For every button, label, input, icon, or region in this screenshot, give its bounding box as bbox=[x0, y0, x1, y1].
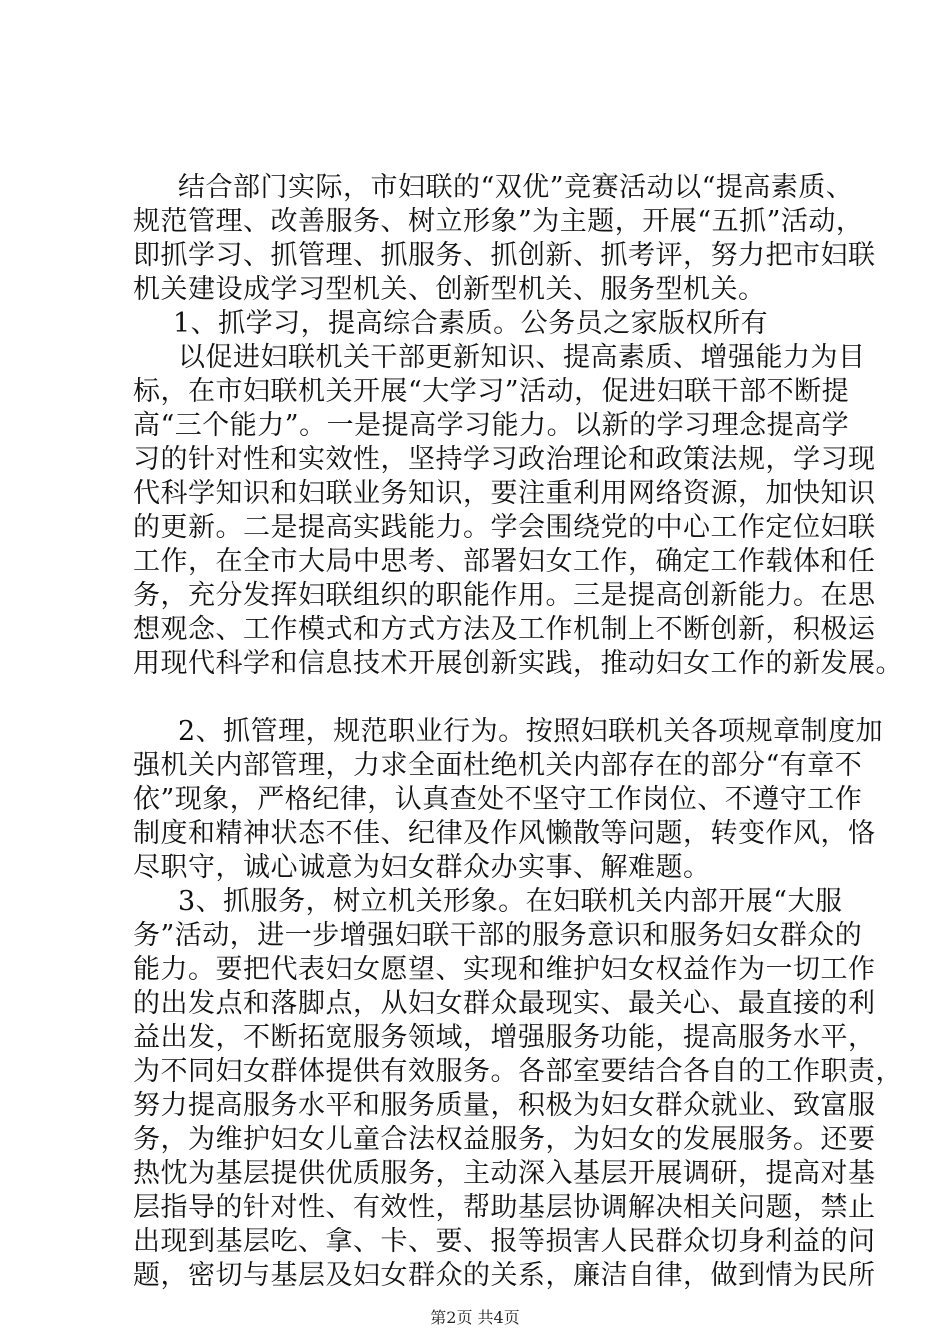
text-line: 务”活动，进一步增强妇联干部的服务意识和服务妇女群众的 bbox=[133, 920, 863, 951]
text-line: 即抓学习、抓管理、抓服务、抓创新、抓考评，努力把市妇联 bbox=[133, 240, 876, 271]
text-line: 尽职守，诚心诚意为妇女群众办实事、解难题。 bbox=[133, 852, 711, 883]
text-line: 结合部门实际，市妇联的“双优”竞赛活动以“提高素质、 bbox=[178, 172, 854, 203]
text-line: 强机关内部管理，力求全面杜绝机关内部存在的部分“有章不 bbox=[133, 750, 863, 781]
text-line: 用现代科学和信息技术开展创新实践，推动妇女工作的新发展。 bbox=[133, 648, 903, 679]
page-number: 第2页 共4页 bbox=[430, 1308, 520, 1327]
section-heading: 1、抓学习，提高综合素质。公务员之家版权所有 bbox=[173, 308, 769, 339]
text-line: 努力提高服务水平和服务质量，积极为妇女群众就业、致富服 bbox=[133, 1090, 876, 1121]
text-line: 2、抓管理，规范职业行为。按照妇联机关各项规章制度加 bbox=[178, 716, 884, 747]
text-line: 3、抓服务，树立机关形象。在妇联机关内部开展“大服 bbox=[178, 886, 843, 917]
text-line: 制度和精神状态不佳、纪律及作风懒散等问题，转变作风，恪 bbox=[133, 818, 876, 849]
text-line: 能力。要把代表妇女愿望、实现和维护妇女权益作为一切工作 bbox=[133, 954, 876, 985]
text-line: 题，密切与基层及妇女群众的关系，廉洁自律，做到情为民所 bbox=[133, 1260, 876, 1291]
text-line: 层指导的针对性、有效性，帮助基层协调解决相关问题，禁止 bbox=[133, 1192, 876, 1223]
text-line: 务，为维护妇女儿童合法权益服务，为妇女的发展服务。还要 bbox=[133, 1124, 876, 1155]
text-line: 的更新。二是提高实践能力。学会围绕党的中心工作定位妇联 bbox=[133, 512, 876, 543]
text-line: 代科学知识和妇联业务知识，要注重利用网络资源，加快知识 bbox=[133, 478, 876, 509]
text-line: 出现到基层吃、拿、卡、要、报等损害人民群众切身利益的问 bbox=[133, 1226, 876, 1257]
text-line: 以促进妇联机关干部更新知识、提高素质、增强能力为目 bbox=[178, 342, 866, 373]
text-line: 习的针对性和实效性，坚持学习政治理论和政策法规，学习现 bbox=[133, 444, 876, 475]
text-line: 为不同妇女群体提供有效服务。各部室要结合各自的工作职责， bbox=[133, 1056, 903, 1087]
text-line: 工作，在全市大局中思考、部署妇女工作，确定工作载体和任 bbox=[133, 546, 876, 577]
text-line: 机关建设成学习型机关、创新型机关、服务型机关。 bbox=[133, 274, 766, 305]
text-line: 规范管理、改善服务、树立形象”为主题，开展“五抓”活动， bbox=[133, 206, 864, 237]
text-line: 益出发，不断拓宽服务领域，增强服务功能，提高服务水平， bbox=[133, 1022, 876, 1053]
text-line: 高“三个能力”。一是提高学习能力。以新的学习理念提高学 bbox=[133, 410, 850, 441]
text-line: 热忱为基层提供优质服务，主动深入基层开展调研，提高对基 bbox=[133, 1158, 876, 1189]
text-line: 想观念、工作模式和方式方法及工作机制上不断创新，积极运 bbox=[133, 614, 876, 645]
text-line: 务，充分发挥妇联组织的职能作用。三是提高创新能力。在思 bbox=[133, 580, 876, 611]
text-line: 依”现象，严格纪律，认真查处不坚守工作岗位、不遵守工作 bbox=[133, 784, 863, 815]
text-line: 标，在市妇联机关开展“大学习”活动，促进妇联干部不断提 bbox=[133, 376, 850, 407]
text-line: 的出发点和落脚点，从妇女群众最现实、最关心、最直接的利 bbox=[133, 988, 876, 1019]
